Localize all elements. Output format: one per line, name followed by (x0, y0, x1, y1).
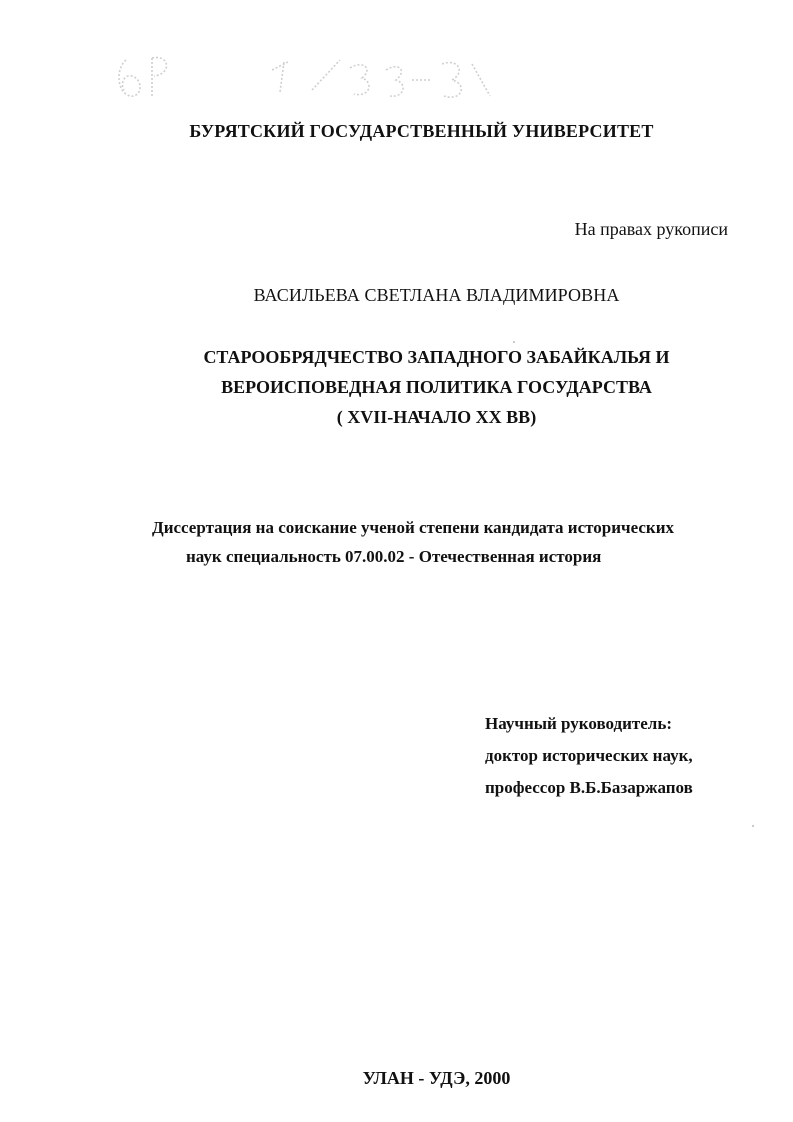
supervisor-name: профессор В.Б.Базаржапов (485, 778, 693, 797)
scan-speck (513, 341, 515, 343)
university-name: БУРЯТСКИЙ ГОСУДАРСТВЕННЫЙ УНИВЕРСИТЕТ (189, 121, 654, 141)
dissertation-line-1: Диссертация на соискание ученой степени кандидата исторических (152, 518, 674, 537)
city-year: УЛАН - УДЭ, 2000 (362, 1068, 511, 1088)
dissertation-description (152, 513, 772, 571)
supervisor-block (485, 708, 693, 804)
scan-speck (752, 825, 754, 827)
dissertation-title (0, 342, 793, 432)
rights-note: На правах рукописи (574, 219, 728, 239)
title-line-1: СТАРООБРЯДЧЕСТВО ЗАПАДНОГО ЗАБАЙКАЛЬЯ И (203, 347, 670, 367)
dissertation-line-2: наук специальность 07.00.02 - Отечественная история (186, 547, 602, 566)
library-stamp-mark (112, 40, 502, 108)
title-line-2: ВЕРОИСПОВЕДНАЯ ПОЛИТИКА ГОСУДАРСТВА (221, 377, 652, 397)
supervisor-degree: доктор исторических наук, (485, 746, 693, 765)
supervisor-heading: Научный руководитель: (485, 714, 672, 733)
author-name: ВАСИЛЬЕВА СВЕТЛАНА ВЛАДИМИРОВНА (253, 285, 620, 305)
title-line-3: ( XVII-НАЧАЛО XX ВВ) (336, 407, 537, 427)
